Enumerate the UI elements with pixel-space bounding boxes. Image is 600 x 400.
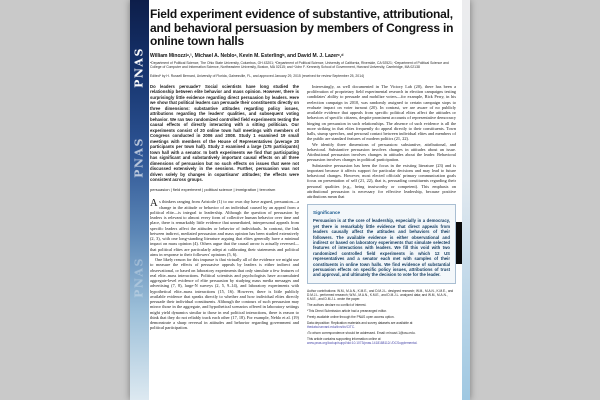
significance-box xyxy=(307,204,456,283)
footnote-text: ¹To whom correspondence should be addressed. Email: minozzi.1@osu.edu. xyxy=(307,330,416,335)
body-paragraph xyxy=(150,199,299,257)
footnote-text: *This Direct Submission article had a prearranged editor. xyxy=(307,308,387,313)
body-paragraph: Substantive persuasion has been the focus in the existing literature (23) and is important because it affects support for particular decisions and may lead to future behavioral changes. However, most elected officials' primary communication goals focus on presentation of self (21, 22), that is, persuading constituents regarding their personal qualities (e.g., being trustworthy or competent). This emphasis on attributional persuasion is necessary for effective leadership, because positive attributions mean that xyxy=(307,162,456,200)
two-column-body xyxy=(150,84,456,347)
footnote-direct-submission xyxy=(307,309,456,313)
pnas-spine xyxy=(130,0,149,400)
footnotes-block xyxy=(307,289,456,345)
pnas-logo: PNAS xyxy=(132,137,146,178)
dataverse-link[interactable]: thedata.harvard.edu/dvn/dv/CITC. xyxy=(307,324,356,329)
pnas-logo: PNAS xyxy=(132,257,146,298)
footnote-text: Data deposition: Replication materials and survey datasets are available at xyxy=(307,320,413,325)
paragraph-text: s thinkers ranging from Aristotle (1) to our own day have argued, persuasion—a change in the attitude or behavior of an individual caused by an appeal from a political elite—is integral to leadership. Although the question of persuasion by leaders is relevant to almost every form of collective human behavior over time and place, there is remarkably little evidence that unmediated, interpersonal appeals from specific leaders affect the attitudes or behavior of individuals. In contrast, the link between indirect, mediated persuasion and mass opinion has been studied extensively (2, 3), with one long-standing literature arguing that elites generally have a minimal impact on mass opinion (4). Others argue that the causal arrow is actually reversed—that political elites are particularly adept at calibrating their statements and political aims in response to their followers' opinions (5, 6). xyxy=(150,199,299,257)
paper-page xyxy=(130,0,470,400)
article-content xyxy=(150,0,456,347)
footnote-data-deposition xyxy=(307,321,456,329)
body-paragraph: We identify three dimensions of persuasion: substantive, attributional, and behavioral. Substantive persuasion involves changes in attitudes about an issue. Attributional persuasion involves changes in attitudes about the leader. Behavioral persuasion involves changes in political participation. xyxy=(307,141,456,163)
body-paragraph: Interestingly, as well documented in The Victory Lab (20), there has been a proliferation of proprietary field experimental research in election campaigns testing candidates' ability to persuade and mobilize voters—for example, Rick Perry, in his reelection campaign in 2010, was randomly assigned to certain campaign stops to evaluate impact on voter turnout (20). In contrast, we are aware of no publicly available evidence that appeals from specific political elites affect the attitudes or behaviors of specific citizens, despite prominent accounts of representative democracy hinging on persuasion in such relationships. The absence of such evidence is all the more striking in that elites frequently do appeal directly to their constituents. Town halls, stump speeches, and personal contact between individual elites and members of the public are standard features of modern politics (21, 22). xyxy=(307,83,456,142)
footnote-text: The authors declare no conflict of interest. xyxy=(307,302,367,307)
footnote-text: Author contributions: W.M., M.A.N., K.M.E., and D.M.J.L. designed research; W.M., M.A.N., K.M.E., and D.M.J.L. performed research; W.M., M.A.N., K.M.E., and D.M.J.L. analyzed data; and W.M., M.A.N., K.M.E., and D.M.J.L. wrote the paper. xyxy=(307,288,454,301)
footnote-open-access xyxy=(307,315,456,319)
abstract: Do leaders persuade? Social scientists have long studied the relationship between elite behavior and mass opinion. However, there is surprisingly little evidence regarding direct persuasion by leaders. Here we show that political leaders can persuade their constituents directly on three dimensions: substantive attitudes regarding policy issues, attributions regarding the leaders' qualities, and subsequent voting behavior. We ran two randomized controlled field experiments testing the causal effects of directly interacting with a sitting politician. Our experiments consist of 20 online town hall meetings with members of Congress conducted in 2006 and 2008. Study 1 examined 19 small meetings with members of the House of Representatives (average 20 participants per town hall). Study 2 examined a large (175 participants) town hall with a senator. In both experiments we find that participating has significant and substantively important causal effects on all three dimensions of persuasion but no such effects on issues that were not discussed extensively in the sessions. Further, persuasion was not driven solely by changes in copartisans' attitudes; the effects were consistent across groups. xyxy=(150,83,299,183)
supplemental-link[interactable]: www.pnas.org/lookup/suppl/doi:10.1073/pnas.1418188112/-/DCSupplemental. xyxy=(307,341,418,346)
edited-by-line: Edited* by H. Russell Bernard, University of Florida, Gainesville, FL, and approved January 29, 2015 (received for review September 25, 2014) xyxy=(150,73,365,78)
footnote-supporting-information xyxy=(307,337,456,345)
footnote-conflict-of-interest xyxy=(307,303,456,307)
footnote-author-contributions xyxy=(307,289,456,301)
footnote-correspondence xyxy=(307,331,456,335)
drop-cap: A xyxy=(150,198,158,210)
significance-heading: Significance xyxy=(313,210,341,216)
footnote-text: Freely available online through the PNAS open access option. xyxy=(307,314,395,319)
affiliations: ᵃDepartment of Political Science, The Ohio State University, Columbus, OH 43201; ᵇDepartment of Political Science, University of California, Riverside, CA 92521; ᶜDepartment of Political Science and College of Computer and Information Science, Northeastern University, Boston, MA 02115; and ᵈJohn F. Kennedy School of Government, Harvard University, Cambridge, MA 02138 xyxy=(150,61,449,70)
article-title: Field experiment evidence of substantive, attributional, and behavioral persuasion by members of Congress in online town halls xyxy=(150,7,454,48)
left-column xyxy=(150,84,299,347)
pnas-logo: PNAS xyxy=(132,47,146,88)
footnote-text: This article contains supporting information online at xyxy=(307,336,381,341)
right-column xyxy=(307,84,456,347)
body-paragraph: One likely reason for this impasse is that virtually all of the evidence we might use to measure the effects of persuasive appeals by leaders is either indirect and observational, or based on laboratory experiments that only simulate a few features of real elite–mass interactions. Political scientists and psychologists have accumulated aggregate-level evidence of elite persuasion by studying mass media messages and advertising (7, 8), large-N surveys (2, 5, 9–14), and laboratory experiments with hypothetical elite–mass interactions (15, 16). However, there is little publicly available evidence that speaks directly to whether and how individual elites directly persuade their individual constituents. Although the contours of such persuasion may mirror those in the aggregate, and hypothetical scenarios offered in laboratory settings might yield dynamics similar to those in real political interactions, there is reason to think that they do not reliably track each other (17, 18). For example, Neblo et al. (19) demonstrate a sharp reversal in attitudes and behavior regarding government and political participation. xyxy=(150,257,299,331)
author-line: William Minozziᵃ,¹, Michael A. Nebloᵃ, Kevin M. Esterlingᵇ, and David M. J. Lazerᶜ,ᵈ xyxy=(150,52,344,59)
page-edge-gradient xyxy=(462,0,470,400)
significance-text: Persuasion is at the core of leadership, especially in a democracy, yet there is remarkably little evidence that direct appeals from leaders causally affect the attitudes and behaviors of their followers. The available evidence is either observational and indirect or based on laboratory experiments that simulate selected features of interactions with leaders. We fill this void with two randomized controlled field experiments in which 12 US representatives and a senator each met with samples of their constituents in online town halls. We find evidence of substantial persuasion effects on specific policy issues, attributions of trust and approval, and ultimately the decision to vote for the leader. xyxy=(313,218,450,278)
keywords-line: persuasion | field experiment | political science | immigration | terrorism xyxy=(150,187,276,193)
